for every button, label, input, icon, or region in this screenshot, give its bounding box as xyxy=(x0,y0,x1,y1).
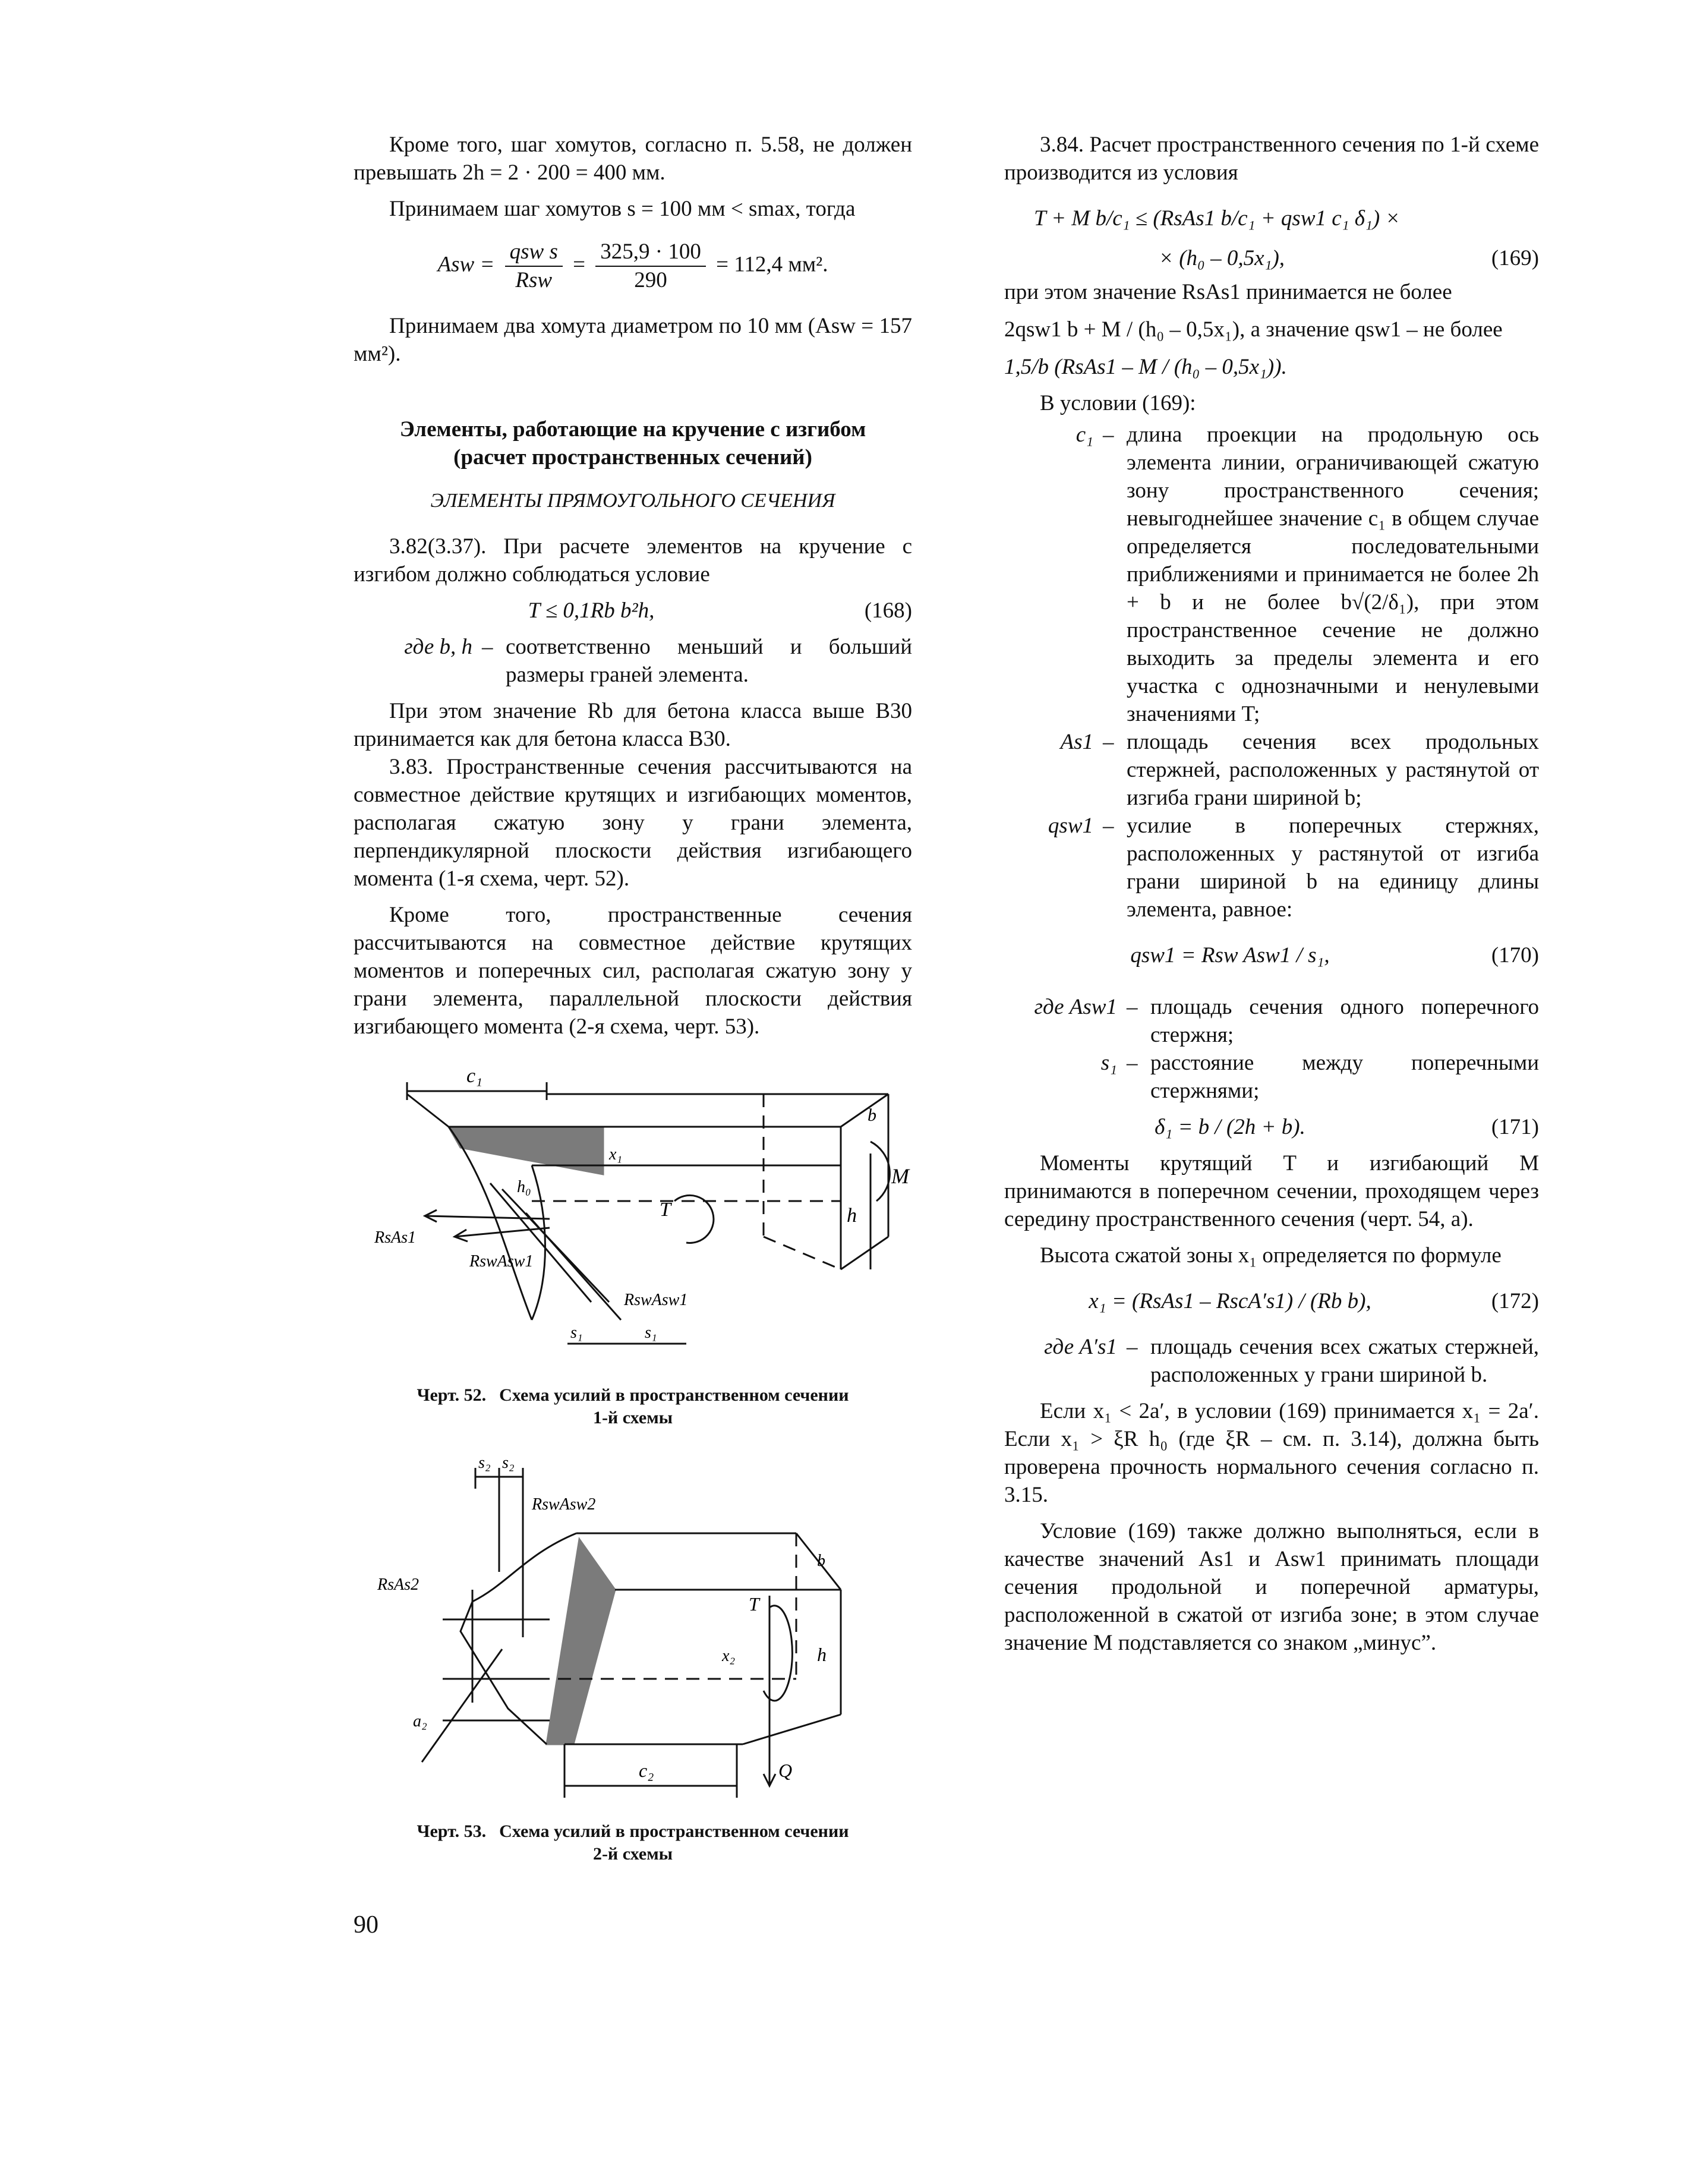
formula-asw-frac1 xyxy=(505,238,563,294)
definition-text: соответственно меньший и больший размеры граней элемента. xyxy=(506,635,912,687)
paragraph-3-84: 3.84. Расчет пространственного сечения по 1-й схеме производится из условия xyxy=(1004,133,1539,185)
fig53-label-c2: c₂ xyxy=(639,1760,654,1781)
formula-asw-result: = 112,4 мм². xyxy=(716,252,828,277)
definition-symbol: где A′s1 xyxy=(1044,1335,1117,1359)
definition-symbol: s₁ xyxy=(1100,1051,1117,1075)
formula-169-number: (169) xyxy=(1491,246,1539,270)
formula-asw-frac1-top: qsw s xyxy=(505,238,563,267)
definition-dash: – xyxy=(1127,1335,1138,1359)
fig52-label-s1-b: s₁ xyxy=(645,1323,657,1342)
definition-list-168 xyxy=(354,633,912,689)
figure-52-caption xyxy=(354,1384,912,1429)
formula-172 xyxy=(1004,1287,1539,1315)
formula-169-line2: × (h₀ – 0,5x₁), xyxy=(1159,246,1285,270)
figure-53-caption-line1: Схема усилий в пространственном сечении xyxy=(499,1821,849,1841)
formula-171-expr: δ₁ = b / (2h + b). xyxy=(1155,1115,1305,1139)
paragraph-3-83-cont: Кроме того, пространственные сечения рассчитываются на совместное действие крутящих моментов и поперечных сил, располагая сжатую зону у грани элемента, параллельной плоскости действия изгибающего момента (2-я схема, черт. 53). xyxy=(354,903,912,1039)
fig52-label-M: M xyxy=(891,1164,909,1188)
paragraph-in-condition-169: В условии (169): xyxy=(1040,391,1196,415)
definition-symbol: где b, h xyxy=(404,635,472,659)
definition-symbol: где Asw1 xyxy=(1034,995,1117,1019)
figure-53-caption xyxy=(354,1820,912,1865)
formula-171-number: (171) xyxy=(1491,1115,1539,1139)
definition-as1-prime xyxy=(1004,1333,1539,1389)
paragraph-accept-spacing: Принимаем шаг хомутов s = 100 мм < smax, тогда xyxy=(389,197,856,221)
paragraph-if-x1: Если x₁ < 2a′, в условии (169) принимается x₁ = 2a′. Если x₁ > ξR h₀ (где ξR – см. п. 3.14), должна быть проверена прочность нормального сечения согласно п. 3.15. xyxy=(1004,1399,1539,1507)
definition-s1 xyxy=(1004,1049,1539,1105)
paragraph-condition-1: при этом значение RsAs1 принимается не более xyxy=(1004,280,1452,304)
formula-168-expr: T ≤ 0,1Rb b²h, xyxy=(528,598,655,623)
definition-symbol: qsw1 xyxy=(1048,814,1093,838)
fig52-label-b: b xyxy=(868,1105,876,1125)
fig53-label-RsAs2: RsAs2 xyxy=(377,1575,419,1594)
fig52-label-x1: x₁ xyxy=(609,1145,623,1164)
definition-text: усилие в поперечных стержнях, расположенных у растянутой от изгиба грани шириной b на единицу длины элемента, равное: xyxy=(1127,814,1539,922)
definition-qsw1 xyxy=(1004,812,1539,924)
formula-asw-eq: = xyxy=(573,252,585,277)
definition-dash: – xyxy=(1103,730,1114,754)
fig52-label-RswAsw1-a: RswAsw1 xyxy=(469,1252,534,1271)
figure-53-caption-label: Черт. 53. xyxy=(417,1821,487,1841)
formula-asw xyxy=(354,238,912,294)
formula-asw-frac2 xyxy=(595,238,706,294)
figure-53-diagram xyxy=(354,1453,912,1810)
definition-list-170 xyxy=(1004,993,1539,1105)
paragraph-two-stirrups: Принимаем два хомута диаметром по 10 мм (Asw = 157 мм²). xyxy=(354,314,912,366)
figure-52-caption-label: Черт. 52. xyxy=(417,1385,487,1405)
definition-as1 xyxy=(1004,728,1539,812)
definition-dash: – xyxy=(1103,423,1114,447)
figure-52-diagram xyxy=(354,1064,912,1373)
paragraph-compressed-height: Высота сжатой зоны x₁ определяется по формуле xyxy=(1040,1243,1502,1268)
page-number: 90 xyxy=(354,1911,379,1939)
formula-172-number: (172) xyxy=(1491,1289,1539,1313)
fig52-label-h: h xyxy=(847,1205,857,1227)
definition-b-h xyxy=(354,633,912,689)
definition-symbol: c₁ xyxy=(1075,423,1093,447)
fig53-label-s2-a: s₂ xyxy=(478,1454,491,1472)
paragraph-condition-2: 2qsw1 b + M / (h₀ – 0,5x₁), а значение qsw1 – не более xyxy=(1004,317,1503,342)
formula-168-number: (168) xyxy=(864,598,912,623)
section-title-line2: (расчет пространственных сечений) xyxy=(453,445,812,469)
definition-text: площадь сечения всех сжатых стержней, расположенных у грани шириной b. xyxy=(1150,1335,1539,1387)
section-title-line1: Элементы, работающие на кручение с изгибом xyxy=(399,417,866,442)
definition-symbol: As1 xyxy=(1060,730,1093,754)
fig53-label-h: h xyxy=(817,1644,827,1665)
formula-171 xyxy=(1004,1113,1539,1141)
fig52-label-c1: c₁ xyxy=(466,1065,482,1087)
figure-52-caption-line1: Схема усилий в пространственном сечении xyxy=(499,1385,849,1405)
definition-text: расстояние между поперечными стержнями; xyxy=(1150,1051,1539,1103)
formula-170-number: (170) xyxy=(1491,943,1539,967)
fig52-label-s1-a: s₁ xyxy=(570,1323,583,1342)
definition-dash: – xyxy=(1103,814,1114,838)
paragraph-rb-value: При этом значение Rb для бетона класса выше В30 принимается как для бетона класса В30. xyxy=(354,699,912,751)
formula-asw-frac1-bot: Rsw xyxy=(515,268,553,292)
fig53-label-a2: a₂ xyxy=(413,1712,427,1731)
right-column xyxy=(1004,131,1539,1657)
fig53-label-s2-b: s₂ xyxy=(502,1454,515,1472)
definition-list-169 xyxy=(1004,421,1539,924)
paragraph-3-83: 3.83. Пространственные сечения рассчитываются на совместное действие крутящих и изгибающих моментов, располагая сжатую зону у грани элемента, перпендикулярной плоскости действия изгибающего момента (1-я схема, черт. 52). xyxy=(354,755,912,891)
fig53-label-b: b xyxy=(817,1552,825,1570)
definition-dash: – xyxy=(1127,1051,1138,1075)
formula-asw-lhs: Asw = xyxy=(437,252,495,277)
formula-170-expr: qsw1 = Rsw Asw1 / s₁, xyxy=(1130,943,1330,967)
definition-dash: – xyxy=(482,635,493,659)
paragraph-condition-3: 1,5/b (RsAs1 – M / (h₀ – 0,5x₁)). xyxy=(1004,355,1287,379)
left-column xyxy=(354,131,912,1865)
figure-53-caption-line2: 2-й схемы xyxy=(592,1844,673,1864)
subsection-title: ЭЛЕМЕНТЫ ПРЯМОУГОЛЬНОГО СЕЧЕНИЯ xyxy=(430,490,835,512)
definition-text: длина проекции на продольную ось элемента линии, ограничивающей сжатую зону пространственного сечения; невыгоднейшее значение c₁ в общем случае определяется последовательными приближениями и принимается не более 2h + b и не более b√(2/δ₁), при этом пространственное сечение не должно выходить за пределы элемента и его участка с однозначными и ненулевыми значениями T; xyxy=(1127,423,1539,726)
fig53-label-x2: x₂ xyxy=(722,1647,736,1665)
fig52-label-T: T xyxy=(660,1199,671,1221)
paragraph-stirrup-spacing: Кроме того, шаг хомутов, согласно п. 5.58, не должен превышать 2h = 2 · 200 = 400 мм. xyxy=(354,133,912,185)
figure-52-caption-line2: 1-й схемы xyxy=(592,1408,673,1427)
fig52-label-RswAsw1-b: RswAsw1 xyxy=(624,1291,688,1309)
formula-asw-frac2-top: 325,9 · 100 xyxy=(595,238,706,267)
definition-asw1 xyxy=(1004,993,1539,1049)
definition-text: площадь сечения всех продольных стержней, расположенных у растянутой от изгиба грани шириной b; xyxy=(1127,730,1539,810)
definition-dash: – xyxy=(1127,995,1138,1019)
fig53-label-RswAsw2: RswAsw2 xyxy=(532,1495,596,1514)
paragraph-3-82: 3.82(3.37). При расчете элементов на кручение с изгибом должно соблюдаться условие xyxy=(354,534,912,587)
formula-asw-frac2-bot: 290 xyxy=(634,268,667,292)
definition-list-172 xyxy=(1004,1333,1539,1389)
formula-168 xyxy=(354,597,912,625)
fig52-label-RsAs1: RsAs1 xyxy=(374,1228,416,1247)
formula-172-expr: x₁ = (RsAs1 – RscA′s1) / (Rb b), xyxy=(1089,1289,1371,1313)
definition-text: площадь сечения одного поперечного стержня; xyxy=(1150,995,1539,1047)
formula-170 xyxy=(1004,941,1539,969)
paragraph-moments: Моменты крутящий T и изгибающий M принимаются в поперечном сечении, проходящем через середину пространственного сечения (черт. 54, а). xyxy=(1004,1151,1539,1231)
paragraph-condition-169-also: Условие (169) также должно выполняться, если в качестве значений As1 и Asw1 принимать площади сечения продольной и поперечной арматуры, расположенной в сжатой от изгиба зоне; в этом случае значение M подставляется со знаком „минус”. xyxy=(1004,1519,1539,1655)
fig52-label-h0: h₀ xyxy=(517,1178,531,1196)
formula-169-line1: T + M b/c₁ ≤ (RsAs1 b/c₁ + qsw1 c₁ δ₁) × xyxy=(1034,206,1401,231)
definition-c1 xyxy=(1004,421,1539,728)
fig53-label-T: T xyxy=(749,1593,759,1615)
formula-169 xyxy=(1004,204,1539,272)
fig53-label-Q: Q xyxy=(778,1760,793,1781)
